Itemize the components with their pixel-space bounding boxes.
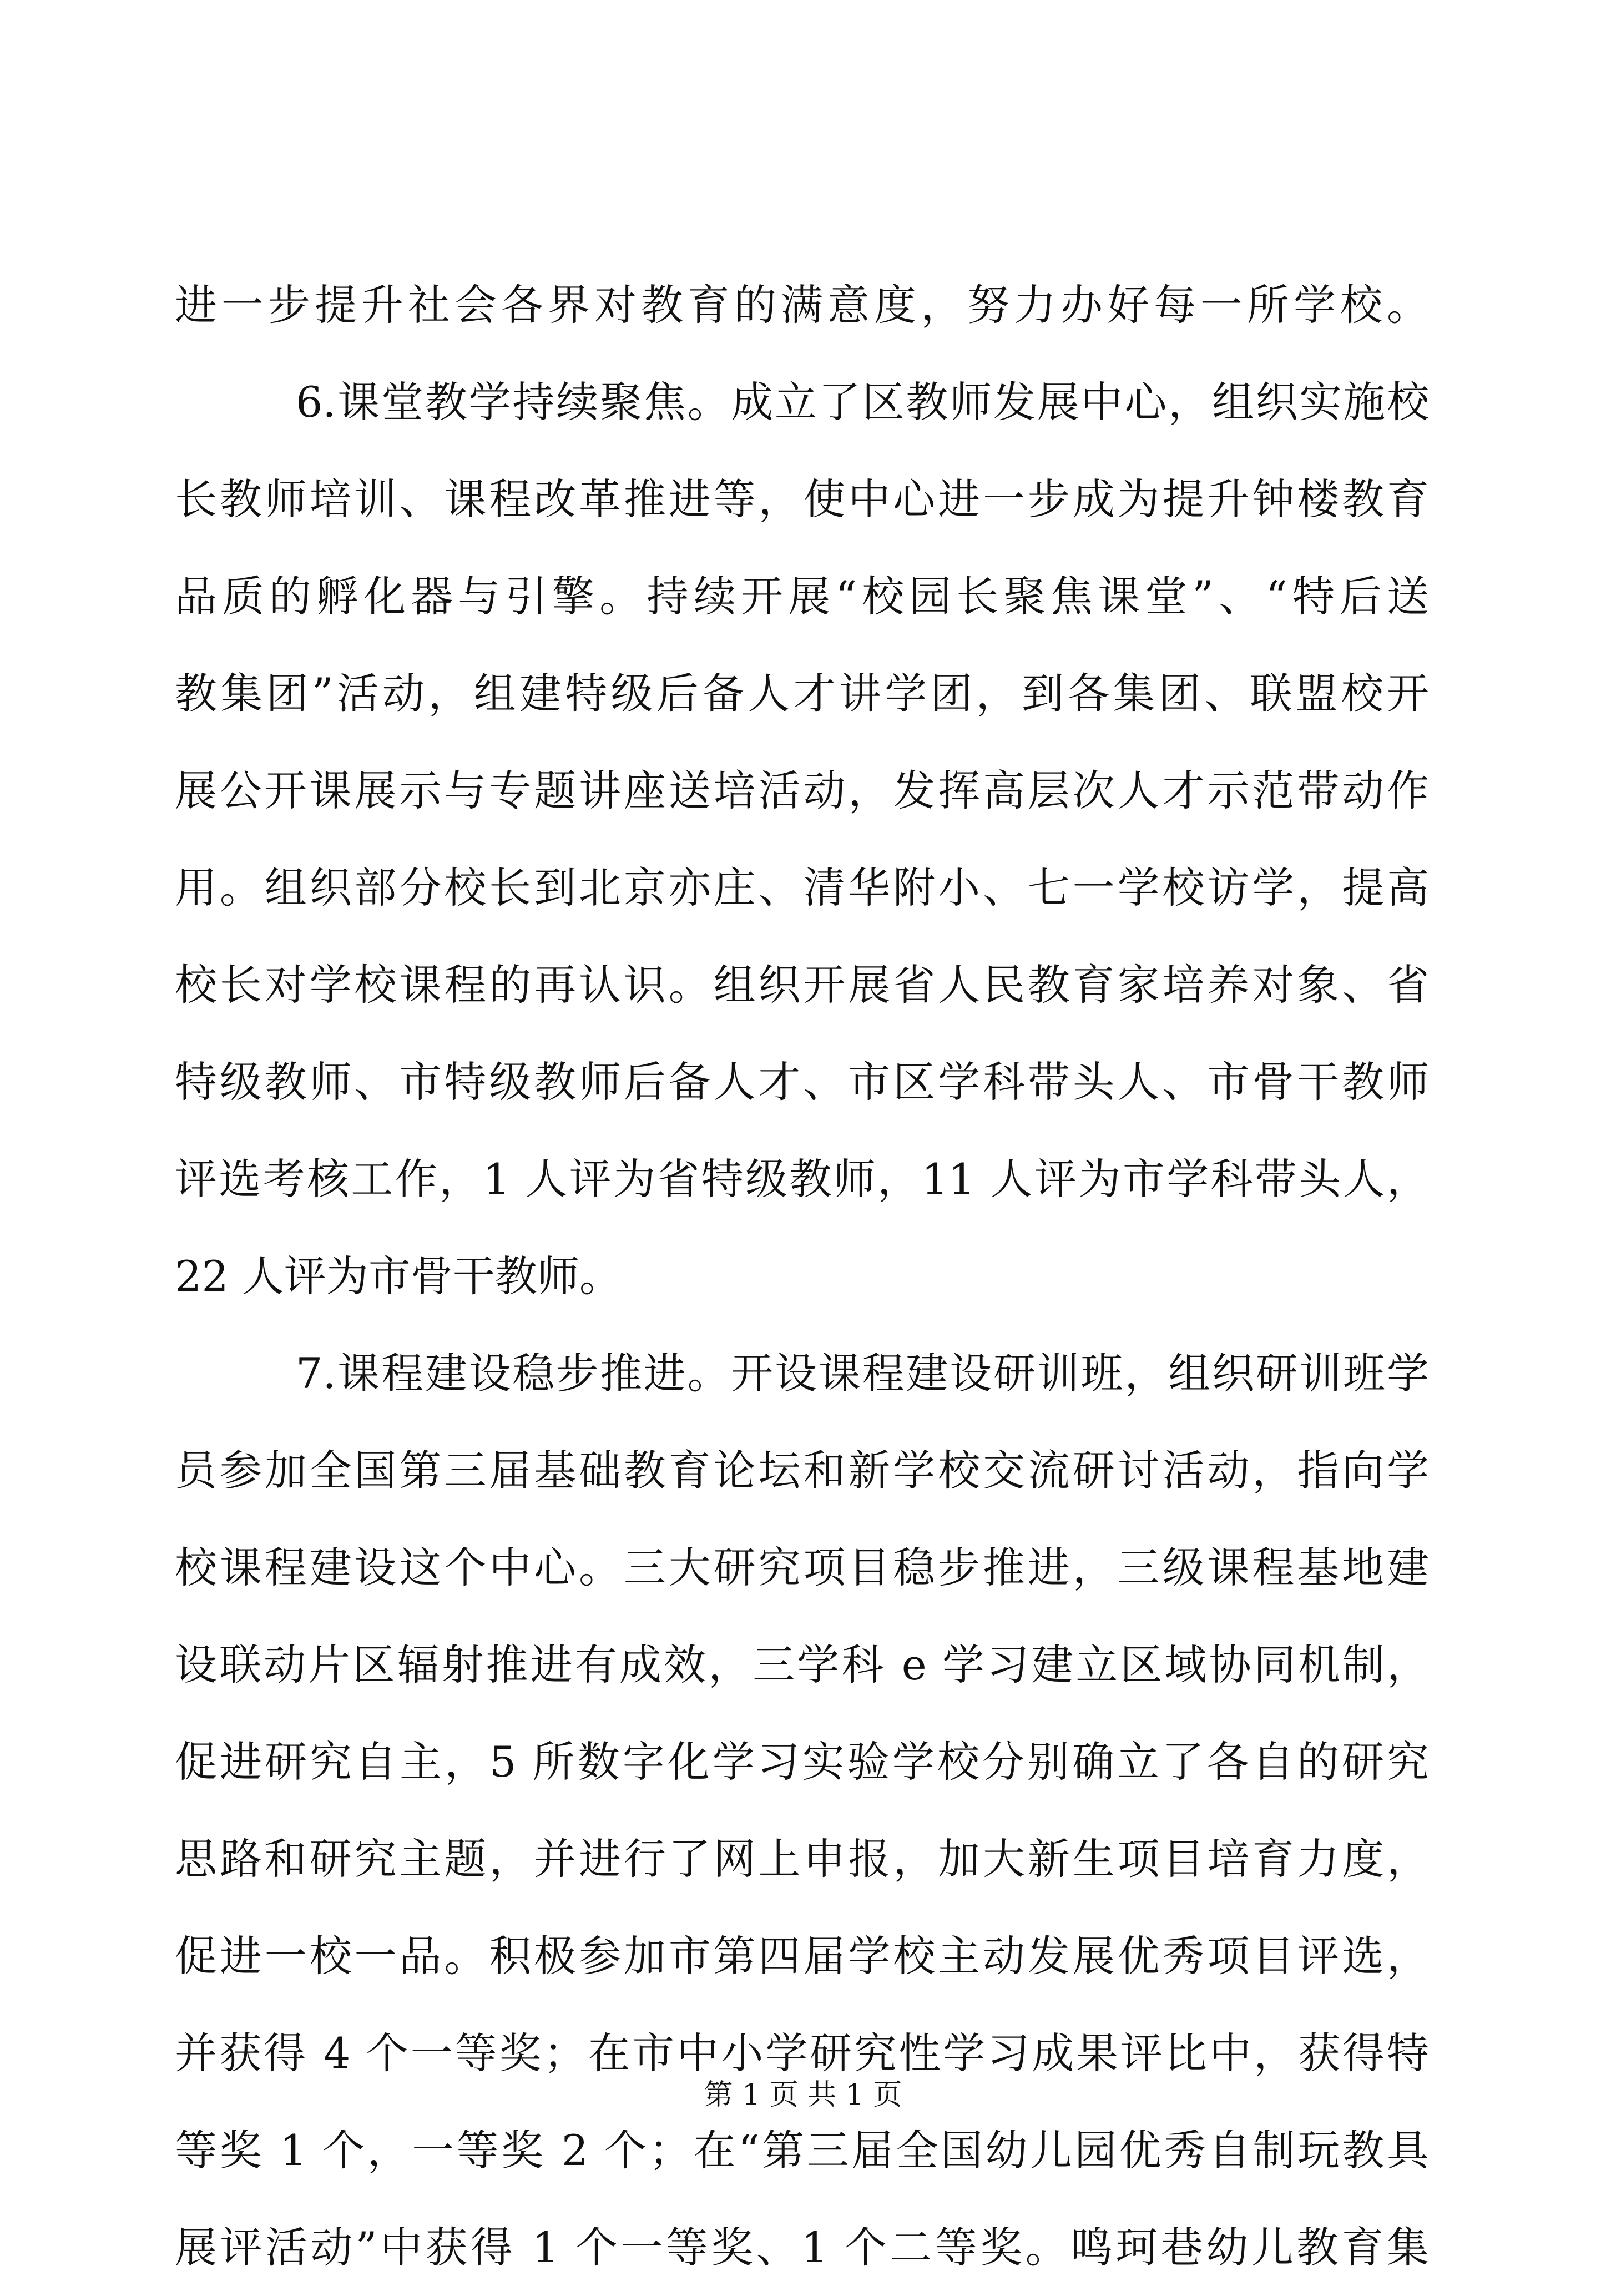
text-line: 长教师培训、课程改革推进等，使中心进一步成为提升钟楼教育 xyxy=(175,475,1429,524)
text-line: 设联动片区辐射推进有成效，三学科 e 学习建立区域协同机制， xyxy=(175,1640,1429,1689)
text-line: 22 人评为市骨干教师。 xyxy=(175,1252,622,1301)
page-number: 第 1 页 共 1 页 xyxy=(704,2078,902,2112)
text-line: 展公开课展示与专题讲座送培活动，发挥高层次人才示范带动作 xyxy=(175,766,1429,815)
paragraph-7-line: 7.课程建设稳步推进。开设课程建设研训班，组织研训班学 xyxy=(296,1349,1429,1398)
text-line: 进一步提升社会各界对教育的满意度，努力办好每一所学校。 xyxy=(175,280,1429,330)
text-line: 等奖 1 个，一等奖 2 个；在“第三届全国幼儿园优秀自制玩教具 xyxy=(175,2126,1429,2175)
text-line: 促进研究自主，5 所数字化学习实验学校分别确立了各自的研究 xyxy=(175,1737,1429,1787)
text-line: 校长对学校课程的再认识。组织开展省人民教育家培养对象、省 xyxy=(175,960,1429,1010)
paragraph-6-line: 6.课堂教学持续聚焦。成立了区教师发展中心，组织实施校 xyxy=(296,377,1429,427)
text-line: 特级教师、市特级教师后备人才、市区学科带头人、市骨干教师 xyxy=(175,1057,1429,1107)
text-line: 教集团”活动，组建特级后备人才讲学团，到各集团、联盟校开 xyxy=(175,669,1429,718)
text-line: 展评活动”中获得 1 个一等奖、1 个二等奖。鸣珂巷幼儿教育集 xyxy=(175,2223,1429,2272)
document-body xyxy=(175,256,1429,2296)
text-line: 评选考核工作，1 人评为省特级教师，11 人评为市学科带头人， xyxy=(175,1154,1429,1204)
text-line: 思路和研究主题，并进行了网上申报，加大新生项目培育力度， xyxy=(175,1834,1429,1884)
text-line: 品质的孵化器与引擎。持续开展“校园长聚焦课堂”、“特后送 xyxy=(175,572,1429,621)
text-line: 员参加全国第三届基础教育论坛和新学校交流研讨活动，指向学 xyxy=(175,1446,1429,1495)
text-line: 校课程建设这个中心。三大研究项目稳步推进，三级课程基地建 xyxy=(175,1543,1429,1592)
text-line: 促进一校一品。积极参加市第四届学校主动发展优秀项目评选， xyxy=(175,1931,1429,1981)
text-line: 用。组织部分校长到北京亦庄、清华附小、七一学校访学，提高 xyxy=(175,863,1429,912)
text-line: 并获得 4 个一等奖；在市中小学研究性学习成果评比中，获得特 xyxy=(175,2028,1429,2078)
